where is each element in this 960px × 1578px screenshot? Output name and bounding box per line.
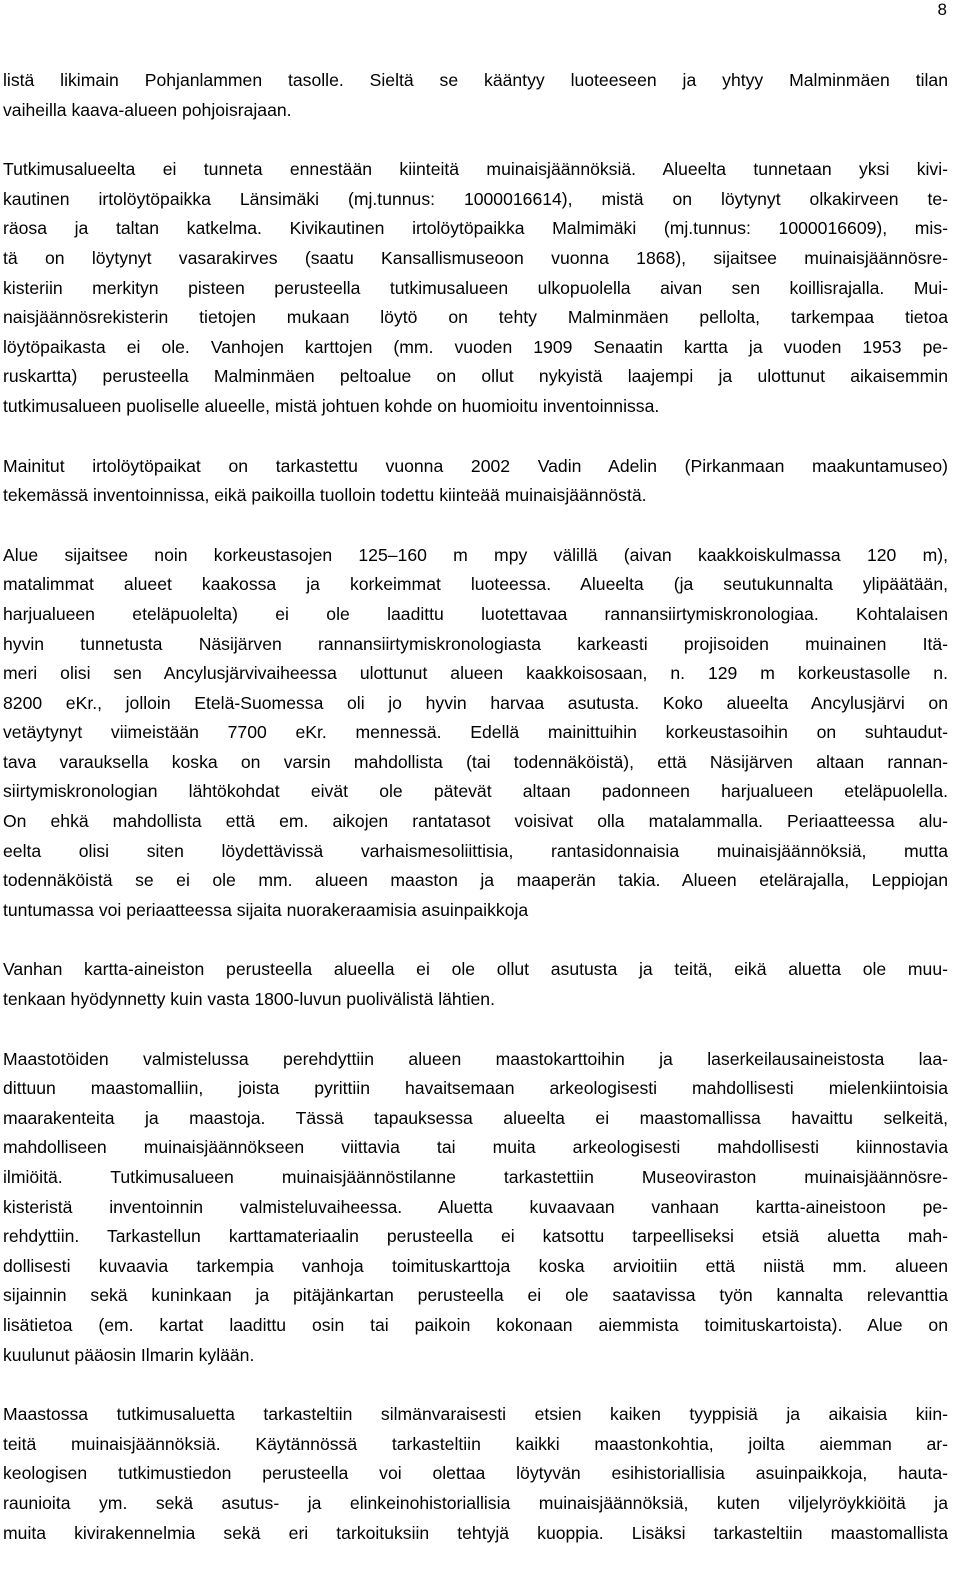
text-line: On ehkä mahdollista että em. aikojen rantatasot voisivat olla matalammalla. Periaatteessa alu- xyxy=(3,811,948,832)
text-line: Maastotöiden valmistelussa perehdyttiin alueen maastokarttoihin ja laserkeilausaineistosta laa- xyxy=(3,1048,948,1069)
text-line: rehdyttiin. Tarkastellun karttamateriaalin perusteella ei katsottu tarpeelliseksi etsiä aluetta mah- xyxy=(3,1226,948,1247)
text-line: vetäytynyt viimeistään 7700 eKr. mennessä. Edellä mainittuihin korkeustasoihin on suhtaudut- xyxy=(3,722,948,743)
text-line: meri olisi sen Ancylusjärvivaiheessa ulottunut alueen kaakkoisosaan, n. 129 m korkeustasolle n. xyxy=(3,663,948,684)
text-line: Mainitut irtolöytöpaikat on tarkastettu vuonna 2002 Vadin Adelin (Pirkanmaan maakuntamuseo) xyxy=(3,455,948,476)
text-line: kautinen irtolöytöpaikka Länsimäki (mj.tunnus: 1000016614), mistä on löytynyt olkakirveen te- xyxy=(3,188,948,209)
text-line: tenkaan hyödynnetty kuin vasta 1800-luvun puolivälistä lähtien. xyxy=(3,989,495,1010)
text-line: matalimmat alueet kaakossa ja korkeimmat luoteessa. Alueelta (ja seutukunnalta ylipäätään, xyxy=(3,574,948,595)
paragraph xyxy=(3,541,948,926)
text-line: tava varauksella koska on varsin mahdollista (tai todennäköistä), että Näsijärven altaan rannan- xyxy=(3,751,948,772)
paragraph xyxy=(3,66,948,125)
text-line: harjualueen eteläpuolelta) ei ole laadittu luotettavaa rannansiirtymiskronologiaa. Kohtalaisen xyxy=(3,603,948,624)
text-line: Maastossa tutkimusaluetta tarkasteltiin silmänvaraisesti etsien kaiken tyyppisiä ja aikaisia kiin- xyxy=(3,1404,948,1425)
text-line: Vanhan kartta-aineiston perusteella alueella ei ole ollut asutusta ja teitä, eikä aluetta ole muu- xyxy=(3,959,948,980)
text-line: 8200 eKr., jolloin Etelä-Suomessa oli jo hyvin harvaa asutusta. Koko alueelta Ancylusjärvi on xyxy=(3,692,948,713)
text-line: raunioita ym. sekä asutus- ja elinkeinohistoriallisia muinaisjäännöksiä, kuten viljelyröykkiöitä ja xyxy=(3,1492,948,1513)
text-line: tuntumassa voi periaatteessa sijaita nuorakeraamisia asuinpaikkoja xyxy=(3,899,529,920)
text-line: sijainnin sekä kuninkaan ja pitäjänkartan perusteella ei ole saatavissa työn kannalta relevanttia xyxy=(3,1285,948,1306)
text-line: tekemässä inventoinnissa, eikä paikoilla tuolloin todettu kiinteää muinaisjäännöstä. xyxy=(3,485,647,506)
page-number: 8 xyxy=(937,0,947,19)
text-line: tä on löytynyt vasarakirves (saatu Kansallismuseoon vuonna 1868), sijaitsee muinaisjäännösre- xyxy=(3,247,948,268)
text-line: tutkimusalueen puoliselle alueelle, mistä johtuen kohde on huomioitu inventoinnissa. xyxy=(3,395,660,416)
text-line: siirtymiskronologian lähtökohdat eivät ole pätevät altaan padonneen harjualueen eteläpuolella. xyxy=(3,781,948,802)
text-line: kisteristä inventoinnin valmisteluvaiheessa. Aluetta kuvaavaan vanhaan kartta-aineistoon pe- xyxy=(3,1196,948,1217)
text-line: ruskartta) perusteella Malminmäen peltoalue on ollut nykyistä laajempi ja ulottunut aikaisemmin xyxy=(3,366,948,387)
text-line: todennäköistä se ei ole mm. alueen maaston ja maaperän takia. Alueen etelärajalla, Leppiojan xyxy=(3,870,948,891)
paragraph xyxy=(3,1400,948,1548)
text-line: dittuun maastomalliin, joista pyrittiin havaitsemaan arkeologisesti mahdollisesti mielenkiintoisia xyxy=(3,1078,948,1099)
text-line: lisätietoa (em. kartat laadittu osin tai paikoin kokonaan aiemmista toimituskartoista). Alue on xyxy=(3,1314,948,1335)
paragraph xyxy=(3,452,948,511)
document-body xyxy=(3,66,948,1578)
text-line: teitä muinaisjäännöksiä. Käytännössä tarkasteltiin kaikki maastonkohtia, joilta aiemman ar- xyxy=(3,1433,948,1454)
paragraph xyxy=(3,155,948,421)
text-line: räosa ja taltan katkelma. Kivikautinen irtolöytöpaikka Malmimäki (mj.tunnus: 1000016609), mis- xyxy=(3,218,948,239)
paragraph xyxy=(3,955,948,1014)
text-line: keologisen tutkimustiedon perusteella voi olettaa löytyvän esihistoriallisia asuinpaikkoja, hauta- xyxy=(3,1463,948,1484)
text-line: maarakenteita ja maastoja. Tässä tapauksessa alueelta ei maastomallissa havaittu selkeitä, xyxy=(3,1107,948,1128)
paragraph xyxy=(3,1045,948,1371)
text-line: naisjäännösrekisterin tietojen mukaan löytö on tehty Malminmäen pellolta, tarkempaa tietoa xyxy=(3,307,948,328)
text-line: Alue sijaitsee noin korkeustasojen 125–160 m mpy välillä (aivan kaakkoiskulmassa 120 m), xyxy=(3,544,948,565)
text-line: eelta olisi siten löydettävissä varhaismesoliittisia, rantasidonnaisia muinaisjäännöksiä, mutta xyxy=(3,840,948,861)
text-line: Tutkimusalueelta ei tunneta ennestään kiinteitä muinaisjäännöksiä. Alueelta tunnetaan yksi kivi- xyxy=(3,159,948,180)
text-line: ilmiöitä. Tutkimusalueen muinaisjäännöstilanne tarkastettiin Museoviraston muinaisjäännösre- xyxy=(3,1167,948,1187)
text-line: vaiheilla kaava-alueen pohjoisrajaan. xyxy=(3,99,292,120)
text-line: dollisesti kuvaavia tarkempia vanhoja toimituskarttoja koska arvioitiin että niistä mm. alueen xyxy=(3,1255,948,1276)
text-line: kisteriin merkityn pisteen perusteella tutkimusalueen ulkopuolella aivan sen koillisrajalla. Mui- xyxy=(3,277,948,298)
text-line: muita kivirakennelmia sekä eri tarkoituksiin tehtyjä kuoppia. Lisäksi tarkasteltiin maastomallista xyxy=(3,1522,948,1543)
text-line: löytöpaikasta ei ole. Vanhojen karttojen (mm. vuoden 1909 Senaatin kartta ja vuoden 1953 pe- xyxy=(3,336,948,357)
text-line: mahdolliseen muinaisjäännökseen viittavia tai muita arkeologisesti mahdollisesti kiinnostavia xyxy=(3,1137,948,1158)
text-line: listä likimain Pohjanlammen tasolle. Sieltä se kääntyy luoteeseen ja yhtyy Malminmäen tilan xyxy=(3,70,948,90)
text-line: hyvin tunnetusta Näsijärven rannansiirtymiskronologiasta karkeasti projisoiden muinainen Itä- xyxy=(3,633,948,654)
text-line: kuulunut pääosin Ilmarin kylään. xyxy=(3,1344,255,1365)
